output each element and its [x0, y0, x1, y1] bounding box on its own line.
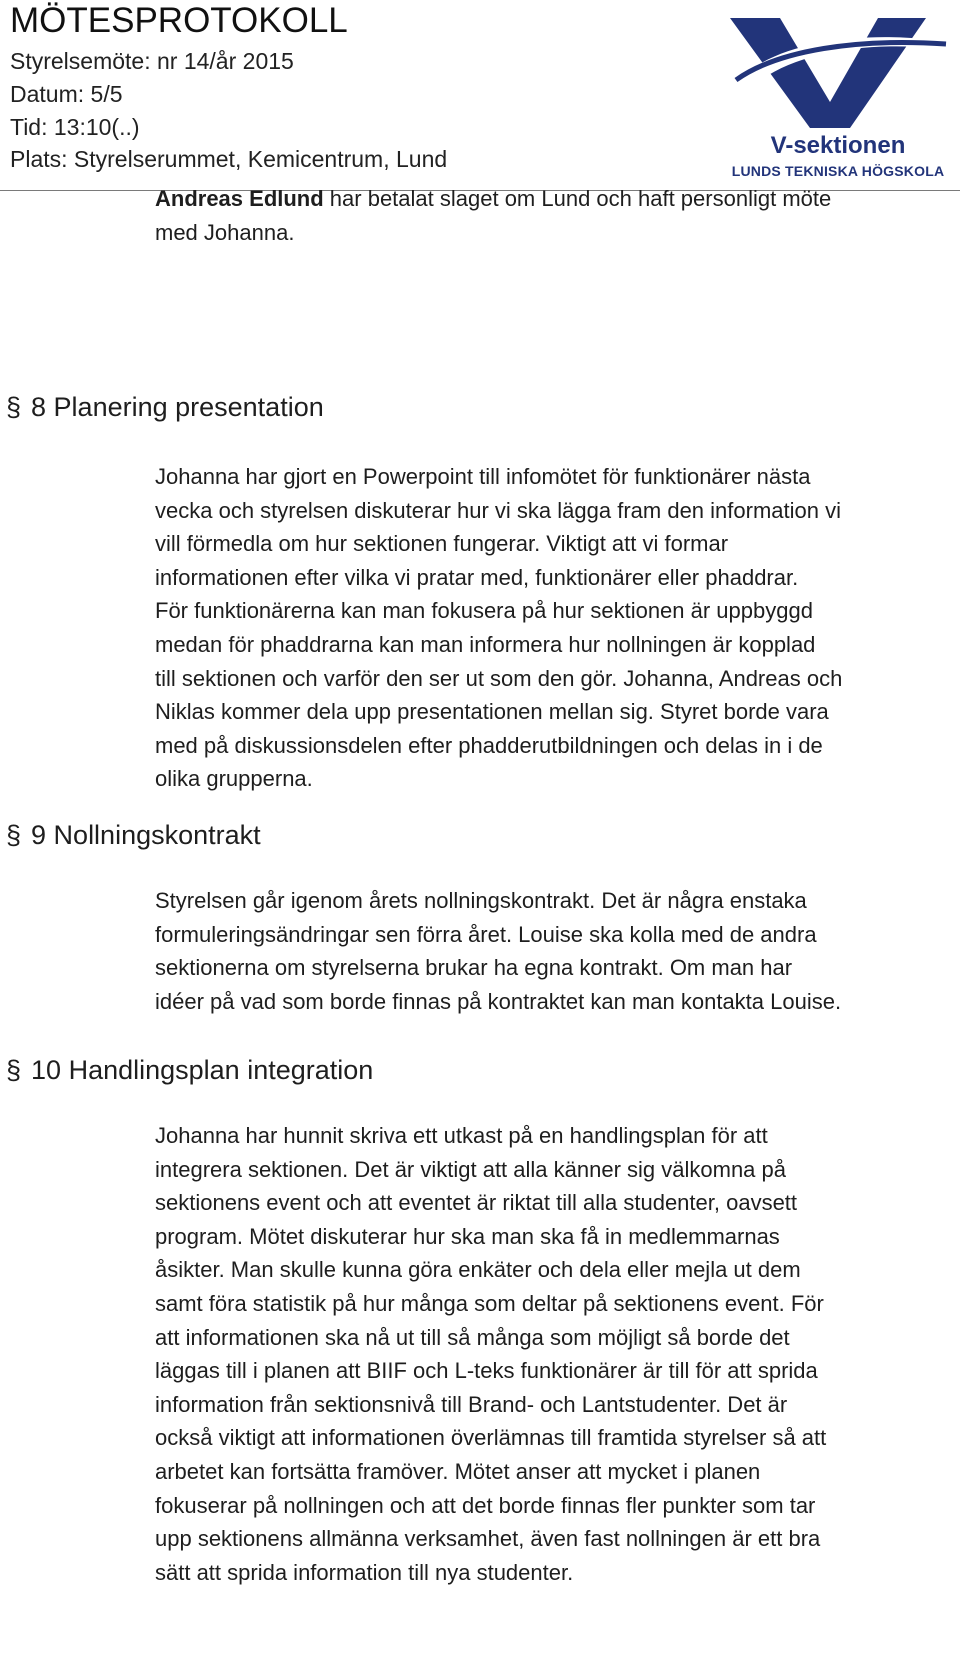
- document-title: MÖTESPROTOKOLL: [10, 1, 348, 40]
- section-heading-9: [6, 818, 261, 852]
- body-line: fokuserar på nollningen och att det borde finnas fler punkter som tar: [155, 1492, 816, 1518]
- section-title: 8 Planering presentation: [31, 392, 324, 422]
- intro-text: har betalat slaget om Lund och haft personligt möte: [323, 186, 832, 211]
- body-line: läggas till i planen att BIIF och L-teks funktionärer är till för att sprida: [155, 1358, 818, 1384]
- meeting-number: Styrelsemöte: nr 14/år 2015: [10, 48, 294, 74]
- body-line: arbetet kan fortsätta framöver. Mötet anser att mycket i planen: [155, 1458, 761, 1484]
- body-line: att informationen ska nå ut till så många som möjligt så borde det: [155, 1324, 790, 1350]
- v-sektionen-logo: [718, 10, 958, 182]
- section-title: 10 Handlingsplan integration: [31, 1055, 374, 1085]
- body-line: program. Mötet diskuterar hur ska man ska få in medlemmarnas: [155, 1223, 780, 1249]
- body-line: med på diskussionsdelen efter phadderutbildningen och delas in i de: [155, 732, 823, 758]
- section-symbol: §: [6, 1055, 22, 1085]
- body-line: Niklas kommer dela upp presentationen mellan sig. Styret borde vara: [155, 699, 829, 725]
- body-line: samt föra statistik på hur många som deltar på sektionens event. För: [155, 1290, 824, 1316]
- body-line: vecka och styrelsen diskuterar hur vi ska lägga fram den information vi: [155, 497, 841, 523]
- body-line: idéer på vad som borde finnas på kontraktet kan man kontakta Louise.: [155, 988, 842, 1014]
- logo-name: V-sektionen: [770, 132, 906, 159]
- body-line: sektionens event och att eventet är riktat till alla studenter, oavsett: [155, 1190, 798, 1216]
- document-header: [0, 0, 960, 192]
- meeting-time: Tid: 13:10(..): [10, 114, 140, 140]
- body-line: åsikter. Man skulle kunna göra enkäter och dela eller mejla ut dem: [155, 1257, 801, 1283]
- body-line: olika grupperna.: [155, 766, 313, 792]
- body-line: För funktionärerna kan man fokusera på hur sektionen är uppbyggd: [155, 598, 813, 624]
- section-8-body: [155, 460, 945, 796]
- section-heading-10: [6, 1053, 373, 1087]
- v-logo-icon: [718, 10, 958, 130]
- body-line: medan för phaddrarna kan man informera hur nollningen är kopplad: [155, 631, 816, 657]
- body-line: upp sektionens allmänna verksamhet, även fast nollningen är ett bra: [155, 1526, 821, 1552]
- body-line: Johanna har hunnit skriva ett utkast på en handlingsplan för att: [155, 1123, 768, 1148]
- body-line: vill förmedla om hur sektionen fungerar. Viktigt att vi formar: [155, 531, 729, 557]
- section-9-body: [155, 884, 945, 1018]
- body-line: också viktigt att informationen överlämnas till framtida styrelser så att: [155, 1425, 827, 1451]
- section-symbol: §: [6, 392, 22, 422]
- meeting-date: Datum: 5/5: [10, 81, 123, 107]
- section-symbol: §: [6, 820, 22, 850]
- logo-subtitle: LUNDS TEKNISKA HÖGSKOLA: [731, 163, 945, 179]
- body-line: Styrelsen går igenom årets nollningskontrakt. Det är några enstaka: [155, 888, 807, 913]
- body-line: till sektionen och varför den ser ut som den gör. Johanna, Andreas och: [155, 665, 843, 691]
- body-line: Johanna har gjort en Powerpoint till infomötet för funktionärer nästa: [155, 464, 811, 489]
- meeting-place: Plats: Styrelserummet, Kemicentrum, Lund: [10, 146, 448, 172]
- section-heading-8: [6, 390, 324, 424]
- body-line: information från sektionsnivå till Brand- och Lantstudenter. Det är: [155, 1391, 788, 1417]
- body-line: sätt att sprida information till nya studenter.: [155, 1559, 574, 1585]
- body-line: sektionerna om styrelserna brukar ha egna kontrakt. Om man har: [155, 955, 793, 981]
- body-line: informationen efter vilka vi pratar med, funktionärer eller phaddrar.: [155, 564, 799, 590]
- intro-line: [155, 182, 945, 216]
- section-title: 9 Nollningskontrakt: [31, 820, 261, 850]
- body-line: integrera sektionen. Det är viktigt att alla känner sig välkomna på: [155, 1156, 786, 1182]
- person-name: Andreas Edlund: [155, 186, 324, 211]
- section-10-body: [155, 1119, 945, 1589]
- intro-line: med Johanna.: [155, 219, 295, 245]
- body-line: formuleringsändringar sen förra året. Louise ska kolla med de andra: [155, 921, 817, 947]
- intro-paragraph: [155, 182, 945, 249]
